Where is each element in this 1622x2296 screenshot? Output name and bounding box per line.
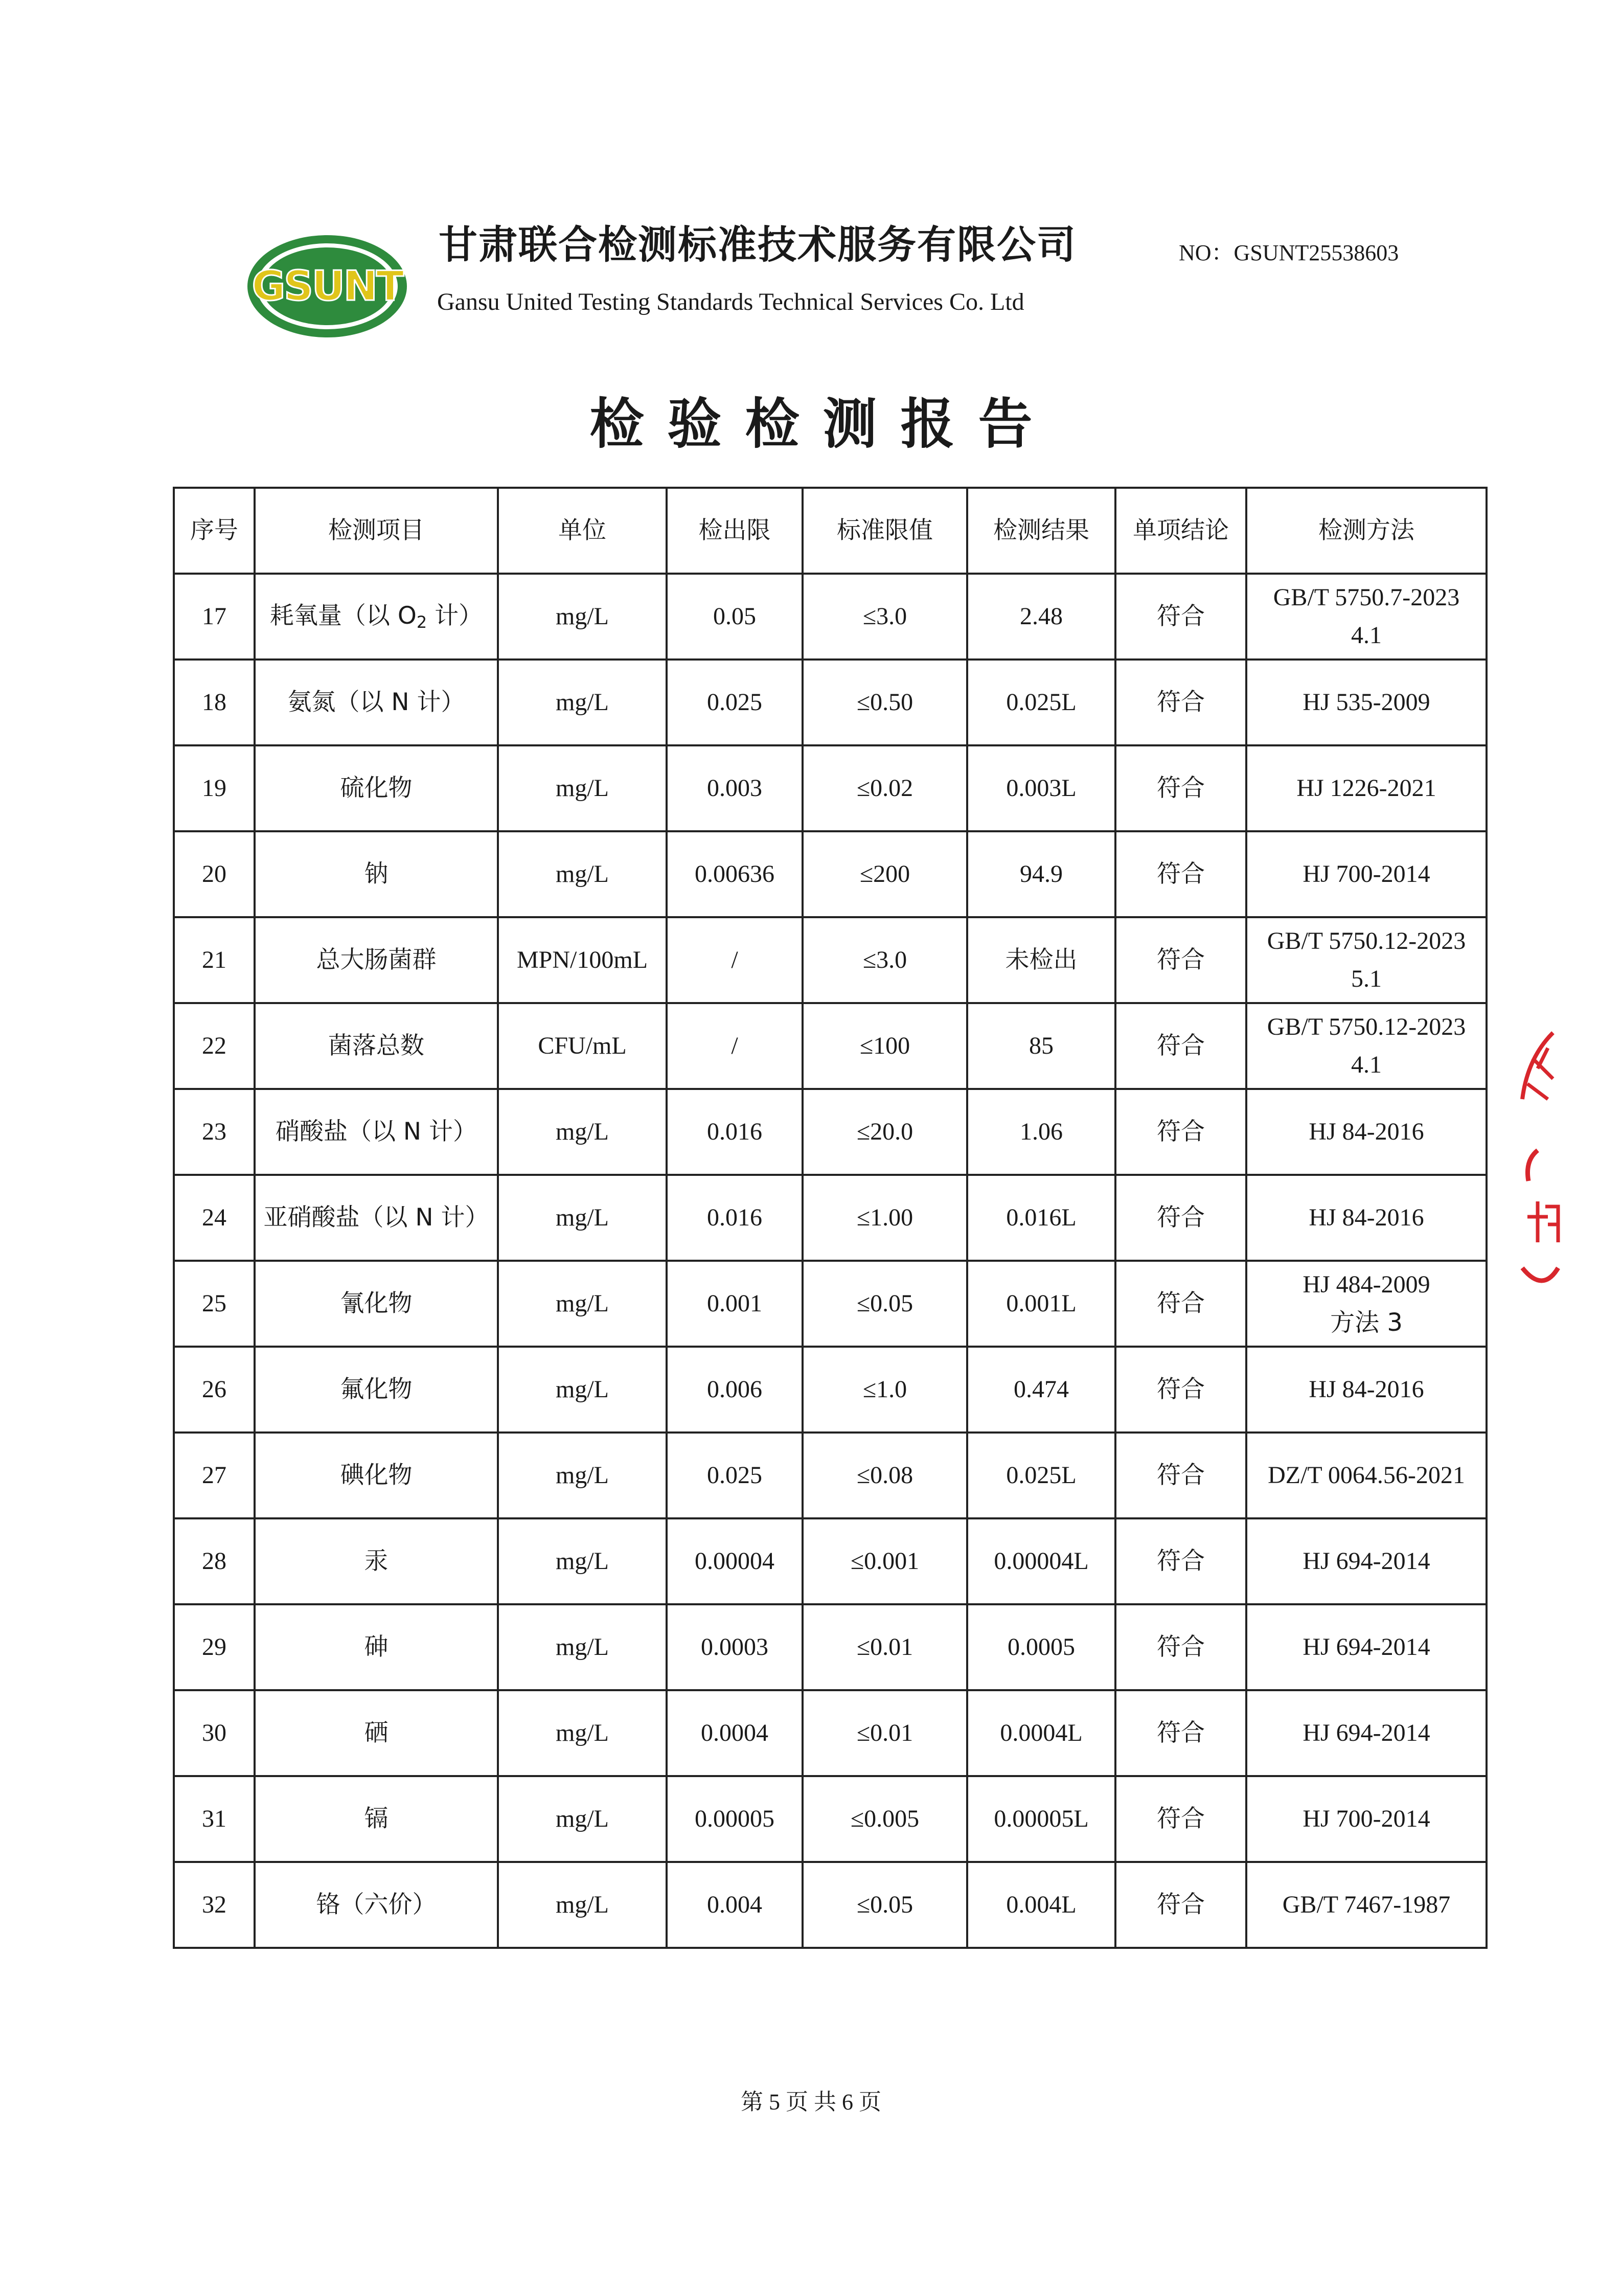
table-row xyxy=(174,1604,1487,1690)
test-result-cell: 94.9 xyxy=(967,831,1115,917)
table-row xyxy=(174,1776,1487,1862)
test-item-label: 钠 xyxy=(364,859,389,888)
test-result-cell: 未检出 xyxy=(967,917,1115,1003)
table-row xyxy=(174,1433,1487,1518)
test-result-cell: 0.0004L xyxy=(967,1690,1115,1776)
detection-limit-cell: 0.0004 xyxy=(667,1690,803,1776)
detection-limit-cell: 0.016 xyxy=(667,1089,803,1175)
test-method-cell xyxy=(1246,1347,1487,1433)
detection-limit-cell: 0.0003 xyxy=(667,1604,803,1690)
test-result-cell: 0.00005L xyxy=(967,1776,1115,1862)
test-result-cell: 0.474 xyxy=(967,1347,1115,1433)
detection-limit-cell: 0.003 xyxy=(667,745,803,831)
detection-limit-cell: 0.004 xyxy=(667,1862,803,1948)
test-method-clause: 方法 3 xyxy=(1330,1308,1403,1337)
column-header: 单位 xyxy=(498,488,667,574)
detection-limit-cell: 0.00004 xyxy=(667,1518,803,1604)
table-row xyxy=(174,831,1487,917)
standard-limit-cell: ≤0.005 xyxy=(803,1776,967,1862)
test-method-line: HJ 84-2016 xyxy=(1309,1375,1424,1403)
test-item-cell xyxy=(255,917,498,1003)
test-method-line: HJ 535-2009 xyxy=(1303,688,1430,716)
detection-limit-cell: 0.025 xyxy=(667,1433,803,1518)
table-row xyxy=(174,1003,1487,1089)
unit-cell: mg/L xyxy=(498,1690,667,1776)
test-result-cell: 0.025L xyxy=(967,1433,1115,1518)
conclusion-cell: 符合 xyxy=(1115,1003,1246,1089)
conclusion-cell: 符合 xyxy=(1115,745,1246,831)
test-item-cell xyxy=(255,1261,498,1347)
conclusion-cell: 符合 xyxy=(1115,1690,1246,1776)
test-method-cell xyxy=(1246,917,1487,1003)
standard-limit-cell: ≤0.50 xyxy=(803,660,967,745)
conclusion-cell: 符合 xyxy=(1115,1347,1246,1433)
company-name-en: Gansu United Testing Standards Technical Services Co. Ltd xyxy=(437,288,1024,315)
row-number-cell: 18 xyxy=(174,660,255,745)
detection-limit-cell: 0.00636 xyxy=(667,831,803,917)
test-item-label: 总大肠菌群 xyxy=(316,945,437,974)
detection-limit-cell: 0.006 xyxy=(667,1347,803,1433)
test-item-label: 菌落总数 xyxy=(328,1031,424,1060)
unit-cell: mg/L xyxy=(498,1175,667,1261)
table-row xyxy=(174,574,1487,660)
conclusion-cell: 符合 xyxy=(1115,1862,1246,1948)
test-item-cell xyxy=(255,1518,498,1604)
unit-cell: mg/L xyxy=(498,1518,667,1604)
unit-cell: mg/L xyxy=(498,1261,667,1347)
test-item-label: 碘化物 xyxy=(340,1461,413,1489)
unit-cell: mg/L xyxy=(498,1604,667,1690)
test-result-cell: 0.003L xyxy=(967,745,1115,831)
standard-limit-cell: ≤3.0 xyxy=(803,574,967,660)
detection-limit-cell: 0.001 xyxy=(667,1261,803,1347)
test-method-line: HJ 700-2014 xyxy=(1303,860,1430,888)
standard-limit-cell: ≤100 xyxy=(803,1003,967,1089)
test-method-line: HJ 694-2014 xyxy=(1303,1547,1430,1575)
conclusion-cell: 符合 xyxy=(1115,660,1246,745)
column-header: 检测项目 xyxy=(255,488,498,574)
row-number-cell: 24 xyxy=(174,1175,255,1261)
test-method-line: GB/T 5750.7-2023 xyxy=(1273,583,1460,611)
table-row xyxy=(174,745,1487,831)
unit-cell: mg/L xyxy=(498,660,667,745)
test-result-cell: 85 xyxy=(967,1003,1115,1089)
test-item-cell xyxy=(255,1604,498,1690)
row-number-cell: 17 xyxy=(174,574,255,660)
row-number-cell: 23 xyxy=(174,1089,255,1175)
column-header: 序号 xyxy=(174,488,255,574)
test-item-label: 氟化物 xyxy=(340,1375,413,1403)
test-item-label: 氨氮（以 N 计） xyxy=(287,688,465,716)
row-number-cell: 25 xyxy=(174,1261,255,1347)
table-row xyxy=(174,1261,1487,1347)
unit-cell: mg/L xyxy=(498,745,667,831)
table-row xyxy=(174,917,1487,1003)
test-result-cell: 0.025L xyxy=(967,660,1115,745)
test-method-clause: 5.1 xyxy=(1351,965,1382,992)
test-result-cell: 2.48 xyxy=(967,574,1115,660)
row-number-cell: 28 xyxy=(174,1518,255,1604)
row-number-cell: 20 xyxy=(174,831,255,917)
table-header-row xyxy=(174,488,1487,574)
conclusion-cell: 符合 xyxy=(1115,1261,1246,1347)
test-method-line: HJ 1226-2021 xyxy=(1296,774,1436,802)
standard-limit-cell: ≤200 xyxy=(803,831,967,917)
test-method-line: HJ 84-2016 xyxy=(1309,1203,1424,1231)
test-result-cell: 0.0005 xyxy=(967,1604,1115,1690)
test-method-cell xyxy=(1246,660,1487,745)
table-row xyxy=(174,1518,1487,1604)
standard-limit-cell: ≤0.02 xyxy=(803,745,967,831)
page-number: 第 5 页 共 6 页 xyxy=(741,2089,881,2115)
test-item-cell xyxy=(255,831,498,917)
table-body xyxy=(174,574,1487,1948)
conclusion-cell: 符合 xyxy=(1115,574,1246,660)
detection-limit-cell: 0.00005 xyxy=(667,1776,803,1862)
test-method-cell xyxy=(1246,1003,1487,1089)
unit-cell: mg/L xyxy=(498,1089,667,1175)
test-item-cell xyxy=(255,1175,498,1261)
table-row xyxy=(174,1175,1487,1261)
standard-limit-cell: ≤0.05 xyxy=(803,1261,967,1347)
conclusion-cell: 符合 xyxy=(1115,831,1246,917)
unit-cell: mg/L xyxy=(498,1862,667,1948)
test-method-cell xyxy=(1246,1776,1487,1862)
unit-cell: mg/L xyxy=(498,574,667,660)
test-item-label: 硒 xyxy=(364,1718,389,1747)
report-title: 检验检测报告 xyxy=(589,393,1056,456)
unit-cell: CFU/mL xyxy=(498,1003,667,1089)
test-method-line: HJ 694-2014 xyxy=(1303,1719,1430,1746)
test-method-cell xyxy=(1246,1089,1487,1175)
standard-limit-cell: ≤1.00 xyxy=(803,1175,967,1261)
column-header: 检测方法 xyxy=(1246,488,1487,574)
standard-limit-cell: ≤0.01 xyxy=(803,1604,967,1690)
test-item-cell xyxy=(255,1776,498,1862)
standard-limit-cell: ≤20.0 xyxy=(803,1089,967,1175)
conclusion-cell: 符合 xyxy=(1115,917,1246,1003)
standard-limit-cell: ≤0.08 xyxy=(803,1433,967,1518)
test-method-cell xyxy=(1246,1261,1487,1347)
conclusion-cell: 符合 xyxy=(1115,1175,1246,1261)
table-row xyxy=(174,660,1487,745)
test-method-line: DZ/T 0064.56-2021 xyxy=(1268,1461,1465,1489)
test-item-cell xyxy=(255,1433,498,1518)
detection-limit-cell: 0.025 xyxy=(667,660,803,745)
test-method-cell xyxy=(1246,831,1487,917)
test-item-label-tail: 计） xyxy=(427,602,483,630)
results-table xyxy=(173,487,1488,1949)
test-item-subscript: 2 xyxy=(416,612,427,632)
conclusion-cell: 符合 xyxy=(1115,1604,1246,1690)
test-item-label: 耗氧量（以 O xyxy=(269,602,417,630)
conclusion-cell: 符合 xyxy=(1115,1518,1246,1604)
standard-limit-cell: ≤3.0 xyxy=(803,917,967,1003)
standard-limit-cell: ≤0.001 xyxy=(803,1518,967,1604)
row-number-cell: 26 xyxy=(174,1347,255,1433)
unit-cell: mg/L xyxy=(498,831,667,917)
row-number-cell: 29 xyxy=(174,1604,255,1690)
row-number-cell: 21 xyxy=(174,917,255,1003)
test-item-cell xyxy=(255,660,498,745)
column-header: 检出限 xyxy=(667,488,803,574)
test-method-cell xyxy=(1246,574,1487,660)
unit-cell: mg/L xyxy=(498,1776,667,1862)
test-item-cell xyxy=(255,1089,498,1175)
row-number-cell: 27 xyxy=(174,1433,255,1518)
detection-limit-cell: / xyxy=(667,917,803,1003)
table-row xyxy=(174,1862,1487,1948)
row-number-cell: 30 xyxy=(174,1690,255,1776)
report-number: NO：GSUNT25538603 xyxy=(1179,240,1399,265)
standard-limit-cell: ≤1.0 xyxy=(803,1347,967,1433)
company-name-cn: 甘肃联合检测标准技术服务有限公司 xyxy=(439,222,1077,267)
conclusion-cell: 符合 xyxy=(1115,1089,1246,1175)
test-method-cell xyxy=(1246,1604,1487,1690)
row-number-cell: 19 xyxy=(174,745,255,831)
test-item-label: 硝酸盐（以 N 计） xyxy=(275,1117,477,1146)
unit-cell: mg/L xyxy=(498,1347,667,1433)
red-seal-stamp xyxy=(1517,1028,1563,1293)
standard-limit-cell: ≤0.05 xyxy=(803,1862,967,1948)
column-header: 单项结论 xyxy=(1115,488,1246,574)
company-logo xyxy=(245,233,409,340)
table-row xyxy=(174,1347,1487,1433)
test-result-cell: 0.001L xyxy=(967,1261,1115,1347)
test-item-cell xyxy=(255,1690,498,1776)
test-method-line: GB/T 7467-1987 xyxy=(1282,1891,1451,1918)
unit-cell: MPN/100mL xyxy=(498,917,667,1003)
test-method-line: HJ 694-2014 xyxy=(1303,1633,1430,1661)
test-item-cell xyxy=(255,574,498,660)
test-item-cell xyxy=(255,1347,498,1433)
test-item-label: 砷 xyxy=(364,1632,389,1661)
test-item-label: 硫化物 xyxy=(340,774,413,802)
conclusion-cell: 符合 xyxy=(1115,1433,1246,1518)
table-row xyxy=(174,1690,1487,1776)
test-item-cell xyxy=(255,1003,498,1089)
test-method-cell xyxy=(1246,1433,1487,1518)
column-header: 标准限值 xyxy=(803,488,967,574)
test-method-line: GB/T 5750.12-2023 xyxy=(1267,927,1466,954)
test-result-cell: 0.004L xyxy=(967,1862,1115,1948)
test-method-line: GB/T 5750.12-2023 xyxy=(1267,1013,1466,1040)
test-item-label: 氰化物 xyxy=(340,1289,413,1317)
test-method-line: HJ 700-2014 xyxy=(1303,1805,1430,1832)
test-item-label: 亚硝酸盐（以 N 计） xyxy=(263,1203,489,1232)
test-method-line: HJ 84-2016 xyxy=(1309,1118,1424,1145)
test-method-line: HJ 484-2009 xyxy=(1303,1270,1430,1298)
test-result-cell: 0.00004L xyxy=(967,1518,1115,1604)
test-method-clause: 4.1 xyxy=(1351,622,1382,649)
test-result-cell: 1.06 xyxy=(967,1089,1115,1175)
test-item-label: 铬（六价） xyxy=(316,1890,437,1919)
test-method-cell xyxy=(1246,1518,1487,1604)
test-method-clause: 4.1 xyxy=(1351,1051,1382,1078)
test-item-cell xyxy=(255,745,498,831)
column-header: 检测结果 xyxy=(967,488,1115,574)
row-number-cell: 32 xyxy=(174,1862,255,1948)
test-item-label: 镉 xyxy=(364,1804,389,1833)
test-item-label: 汞 xyxy=(364,1547,389,1575)
row-number-cell: 22 xyxy=(174,1003,255,1089)
test-method-cell xyxy=(1246,1862,1487,1948)
conclusion-cell: 符合 xyxy=(1115,1776,1246,1862)
detection-limit-cell: 0.05 xyxy=(667,574,803,660)
standard-limit-cell: ≤0.01 xyxy=(803,1690,967,1776)
logo-text: GSUNT xyxy=(252,262,403,310)
test-method-cell xyxy=(1246,745,1487,831)
test-method-cell xyxy=(1246,1175,1487,1261)
detection-limit-cell: 0.016 xyxy=(667,1175,803,1261)
table-row xyxy=(174,1089,1487,1175)
detection-limit-cell: / xyxy=(667,1003,803,1089)
row-number-cell: 31 xyxy=(174,1776,255,1862)
test-item-cell xyxy=(255,1862,498,1948)
unit-cell: mg/L xyxy=(498,1433,667,1518)
test-result-cell: 0.016L xyxy=(967,1175,1115,1261)
test-method-cell xyxy=(1246,1690,1487,1776)
